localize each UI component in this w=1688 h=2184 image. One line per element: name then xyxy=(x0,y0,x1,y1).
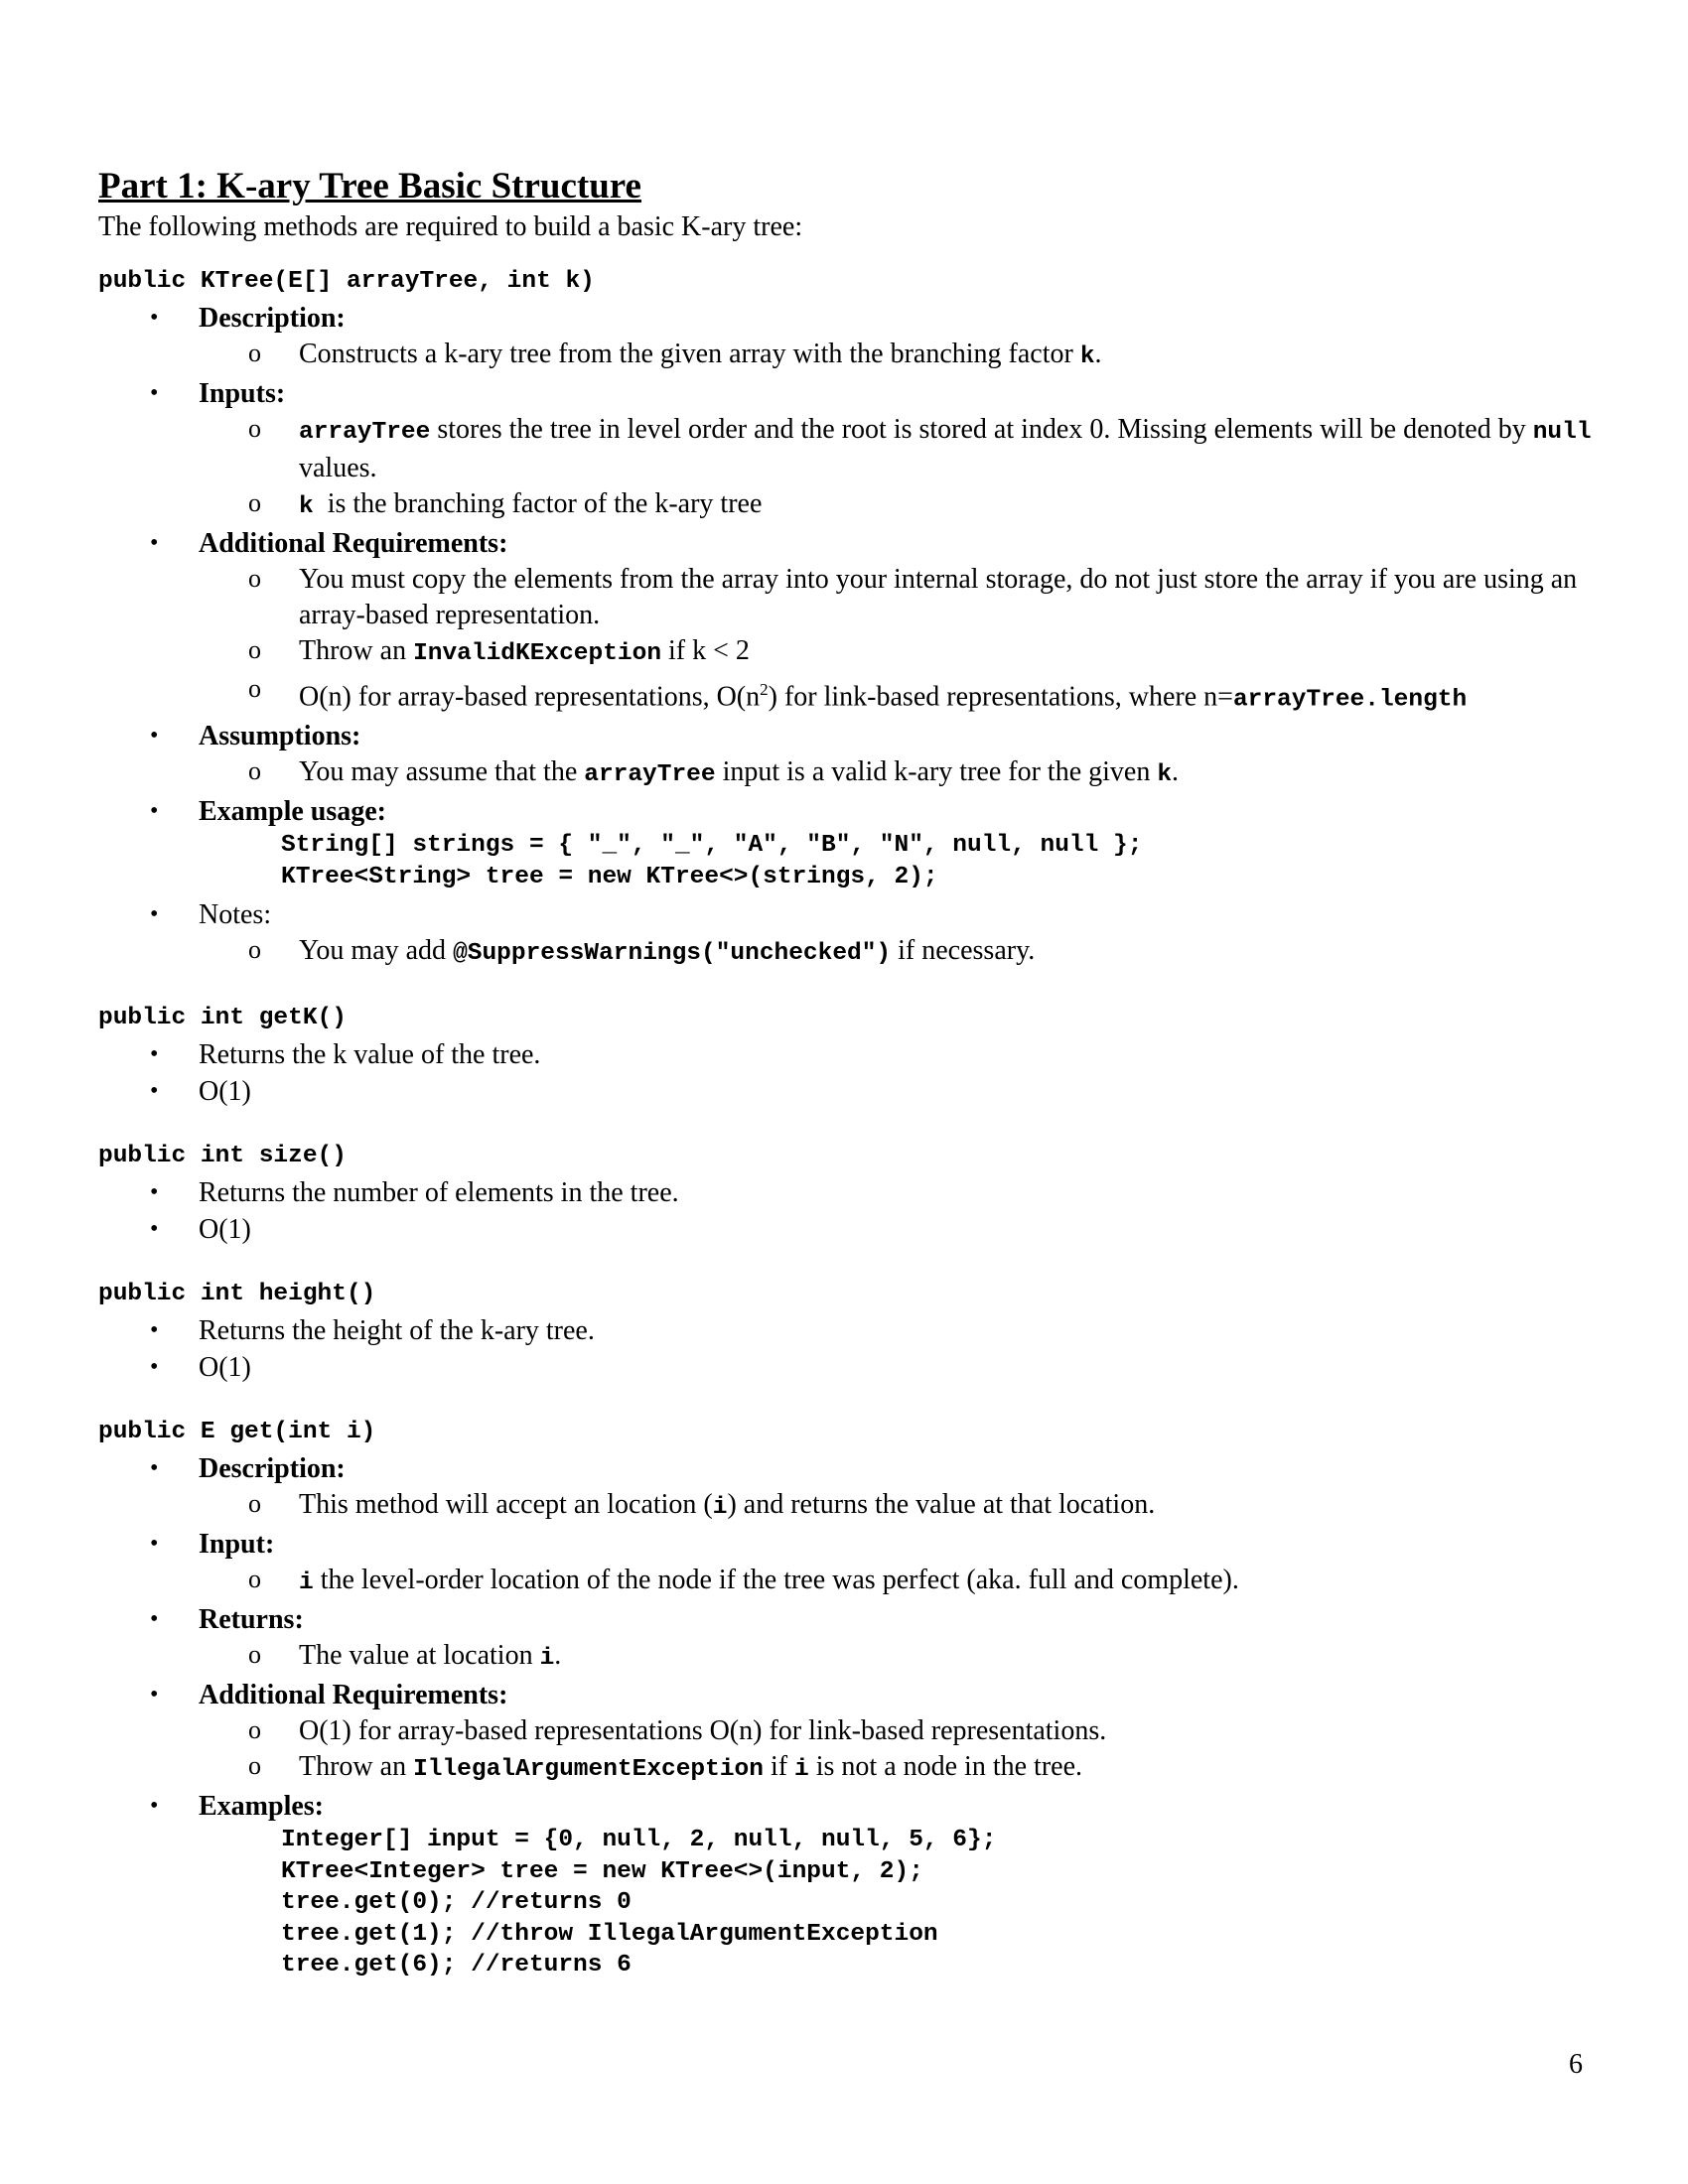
list-item: • O(1) xyxy=(98,1349,1598,1386)
code-line: tree.get(1); //throw IllegalArgumentException xyxy=(281,1920,938,1948)
additional-requirements-item xyxy=(98,525,1598,718)
code-line: String[] strings = { "_", "_", "A", "B", "N", null, null }; xyxy=(281,832,1143,860)
assumptions-label: Assumptions: xyxy=(199,721,361,752)
sub-bullet-icon: o xyxy=(248,1489,261,1519)
requirement-exception: o Throw an IllegalArgumentException if i is not a node in the tree. xyxy=(199,1749,1598,1788)
inputs-label: Inputs: xyxy=(199,378,286,409)
examples-label: Examples: xyxy=(199,1791,324,1823)
bullet-icon: • xyxy=(150,798,159,825)
sub-bullet-icon: o xyxy=(248,1640,261,1670)
sub-bullet-icon: o xyxy=(248,1565,261,1594)
examples-item xyxy=(98,1788,1598,1825)
constructor-signature: public KTree(E[] arrayTree, int k) xyxy=(98,268,595,295)
section-title: Part 1: K-ary Tree Basic Structure xyxy=(98,166,641,206)
bullet-icon: • xyxy=(150,901,159,928)
additional-label: Additional Requirements: xyxy=(199,1680,508,1711)
assumptions-item xyxy=(98,718,1598,793)
example-label: Example usage: xyxy=(199,796,386,828)
list-item: • Returns the height of the k-ary tree. xyxy=(98,1312,1598,1349)
inputs-item xyxy=(98,375,1598,525)
requirement-exception: o Throw an InvalidKException if k < 2 xyxy=(199,633,1598,672)
code-line: Integer[] input = {0, null, 2, null, null, 5, 6}; xyxy=(281,1827,997,1854)
sub-bullet-icon: o xyxy=(248,674,261,703)
bullet-icon: • xyxy=(150,530,159,556)
returns-item xyxy=(98,1601,1598,1677)
sub-bullet-icon: o xyxy=(248,635,261,664)
getk-signature: public int getK() xyxy=(98,1005,347,1032)
bullet-icon: • xyxy=(150,305,159,331)
assumption-text: o You may assume that the arrayTree input is a valid k-ary tree for the given k. xyxy=(199,754,1598,793)
bullet-icon: • xyxy=(150,1682,159,1708)
description-item xyxy=(98,1450,1598,1526)
height-signature: public int height() xyxy=(98,1281,376,1308)
description-label: Description: xyxy=(199,303,346,334)
get-signature: public E get(int i) xyxy=(98,1419,376,1446)
bullet-icon: • xyxy=(150,1041,159,1068)
bullet-icon: • xyxy=(150,1317,159,1344)
code-line: KTree<Integer> tree = new KTree<>(input, 2); xyxy=(281,1857,923,1885)
description-text: o This method will accept an location (i) and returns the value at that location. xyxy=(199,1487,1598,1526)
returns-label: Returns: xyxy=(199,1604,304,1636)
bullet-icon: • xyxy=(150,1606,159,1633)
input-arraytree: o arrayTree stores the tree in level order and the root is stored at index 0. Missing elements will be denoted by null values. xyxy=(199,412,1598,486)
input-item xyxy=(98,1526,1598,1601)
notes-text: o You may add @SuppressWarnings("unchecked") if necessary. xyxy=(199,933,1598,972)
bullet-icon: • xyxy=(150,1793,159,1820)
additional-label: Additional Requirements: xyxy=(199,528,508,559)
list-item: • O(1) xyxy=(98,1211,1598,1248)
notes-item xyxy=(98,896,1598,972)
bullet-icon: • xyxy=(150,1455,159,1482)
sub-bullet-icon: o xyxy=(248,1751,261,1781)
additional-requirements-item xyxy=(98,1677,1598,1788)
constructor-details xyxy=(98,300,1598,830)
requirement-complexity: o O(n) for array-based representations, $O(n^2)$ for link-based representations, where n=arrayTree.length xyxy=(199,672,1598,718)
bullet-icon: • xyxy=(150,723,159,750)
sub-bullet-icon: o xyxy=(248,414,261,443)
size-signature: public int size() xyxy=(98,1143,347,1170)
sub-bullet-icon: o xyxy=(248,756,261,786)
document-page xyxy=(98,165,1598,1981)
bullet-icon: • xyxy=(150,1078,159,1105)
page-number: 6 xyxy=(1569,2049,1583,2080)
bullet-icon: • xyxy=(150,380,159,406)
requirement-copy: o You must copy the elements from the array into your internal storage, do not just store the array if you are using an array-based representation. xyxy=(199,562,1598,633)
description-item xyxy=(98,300,1598,375)
sub-bullet-icon: o xyxy=(248,488,261,517)
sub-bullet-icon: o xyxy=(248,1715,261,1745)
code-line: tree.get(6); //returns 6 xyxy=(281,1952,632,1979)
returns-text: o The value at location i. xyxy=(199,1638,1598,1677)
input-k: o k is the branching factor of the k-ary tree xyxy=(199,486,1598,525)
sub-bullet-icon: o xyxy=(248,564,261,593)
code-line: tree.get(0); //returns 0 xyxy=(281,1889,632,1917)
description-text: o Constructs a k-ary tree from the given array with the branching factor k. xyxy=(199,337,1598,375)
list-item: • Returns the number of elements in the tree. xyxy=(98,1174,1598,1211)
example-item xyxy=(98,793,1598,830)
bullet-icon: • xyxy=(150,1531,159,1558)
list-item: • Returns the k value of the tree. xyxy=(98,1036,1598,1073)
input-text: o i the level-order location of the node if the tree was perfect (aka. full and complete). xyxy=(199,1563,1598,1601)
bullet-icon: • xyxy=(150,1354,159,1381)
code-line: KTree<String> tree = new KTree<>(strings, 2); xyxy=(281,863,938,890)
description-label: Description: xyxy=(199,1453,346,1485)
intro-text: The following methods are required to build a basic K-ary tree: xyxy=(98,211,803,242)
sub-bullet-icon: o xyxy=(248,339,261,367)
bullet-icon: • xyxy=(150,1179,159,1206)
bullet-icon: • xyxy=(150,1216,159,1243)
notes-label: Notes: xyxy=(199,899,272,931)
input-label: Input: xyxy=(199,1529,275,1561)
requirement-complexity: o O(1) for array-based representations O(n) for link-based representations. xyxy=(199,1713,1598,1749)
list-item: • O(1) xyxy=(98,1073,1598,1110)
sub-bullet-icon: o xyxy=(248,935,261,965)
